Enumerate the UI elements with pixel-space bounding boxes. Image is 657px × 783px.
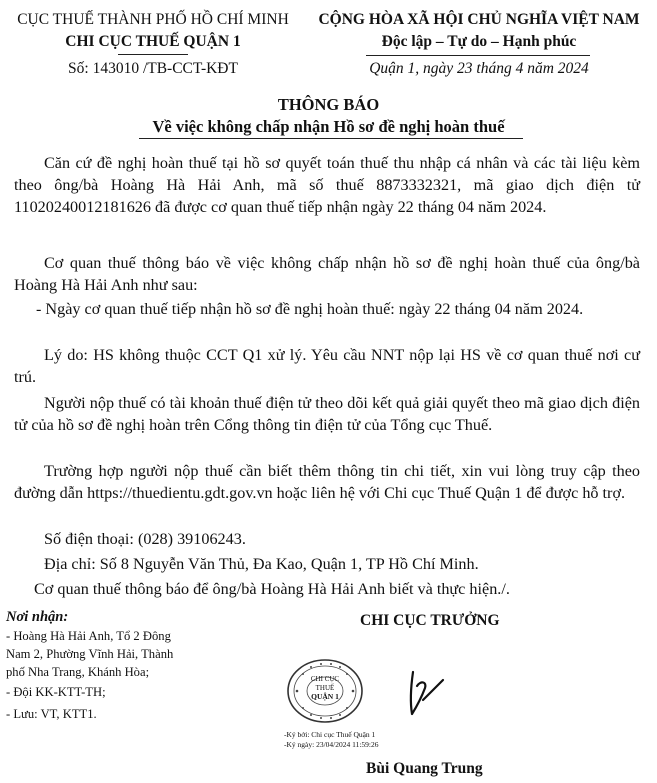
paragraph-receipt-date: - Ngày cơ quan thuế tiếp nhận hồ sơ đề nghị hoàn thuế: ngày 22 tháng 04 năm 2024. [36,300,584,318]
document-number: Số: 143010 /TB-CCT-KĐT [68,60,238,77]
paragraph-basis: Căn cứ đề nghị hoàn thuế tại hồ sơ quyết toán thuế thu nhập cá nhân và các tài liệu kèm theo ông/bà Hoàng Hà Hải Anh, mã số thuế 8873332321, mã giao dịch điện tử 11020240012181626 đã được cơ quan thuế tiếp nhận ngày 22 tháng 04 năm 2024. [14,154,640,216]
closing-line: Cơ quan thuế thông báo để ông/bà Hoàng Hà Hải Anh biết và thực hiện./. [34,580,510,598]
phone-line: Số điện thoại: (028) 39106243. [44,530,246,548]
paragraph-reason: Lý do: HS không thuộc CCT Q1 xử lý. Yêu cầu NNT nộp lại HS về cơ quan thuế nơi cư trú. [14,346,640,386]
place-date: Quận 1, ngày 23 tháng 4 năm 2024 [369,60,589,77]
recipients-heading: Nơi nhận: [6,609,69,625]
motto-underline [366,55,590,56]
signatory-title: CHI CỤC TRƯỞNG [360,612,500,629]
agency-name: CỤC THUẾ THÀNH PHỐ HỒ CHÍ MINH [17,11,289,28]
recipient-line: phố Nha Trang, Khánh Hòa; [6,665,150,679]
office-underline [118,54,188,55]
seal-text: QUẬN 1 [311,692,339,701]
handwritten-signature [395,662,455,722]
national-motto: Độc lập – Tự do – Hạnh phúc [381,33,577,50]
seal-text: CHI CỤC [310,675,340,683]
recipient-line: Nam 2, Phường Vĩnh Hải, Thành [6,647,174,661]
recipient-line: - Lưu: VT, KTT1. [6,707,97,721]
signer-name: Bùi Quang Trung [366,760,483,777]
subject-underline [139,138,523,139]
address-line: Địa chỉ: Số 8 Nguyễn Văn Thủ, Đa Kao, Quận 1, TP Hồ Chí Minh. [44,555,479,573]
paragraph-notification: Cơ quan thuế thông báo về việc không chấp nhận hồ sơ đề nghị hoàn thuế của ông/bà Hoàng Hà Hải Anh như sau: [14,254,640,294]
office-name: CHI CỤC THUẾ QUẬN 1 [65,33,241,50]
recipient-line: - Hoàng Hà Hải Anh, Tổ 2 Đông [6,629,171,643]
seal-text: THUẾ [315,684,335,692]
notice-subject: Về việc không chấp nhận Hồ sơ đề nghị hoàn thuế [152,117,505,136]
signed-date-label: -Ký ngày: 23/04/2024 11:59:26 [284,740,379,749]
recipient-line: - Đội KK-KTT-TH; [6,685,106,699]
nation-title: CỘNG HÒA XÃ HỘI CHỦ NGHĨA VIỆT NAM [318,11,640,28]
signed-by-label: -Ký bởi: Chi cục Thuế Quận 1 [284,730,376,739]
paragraph-tracking: Người nộp thuế có tài khoản thuế điện tử theo dõi kết quả giải quyết theo mã giao dịch điện tử của hồ sơ đề nghị hoàn trên Cổng thông tin điện tử của Tổng cục Thuế. [14,394,640,434]
notice-title: THÔNG BÁO [277,95,380,114]
paragraph-contact: Trường hợp người nộp thuế cần biết thêm thông tin chi tiết, xin vui lòng truy cập theo đường dẫn https://thuedientu.gdt.gov.vn hoặc liên hệ với Chi cục Thuế Quận 1 để được hỗ trợ. [14,462,640,502]
